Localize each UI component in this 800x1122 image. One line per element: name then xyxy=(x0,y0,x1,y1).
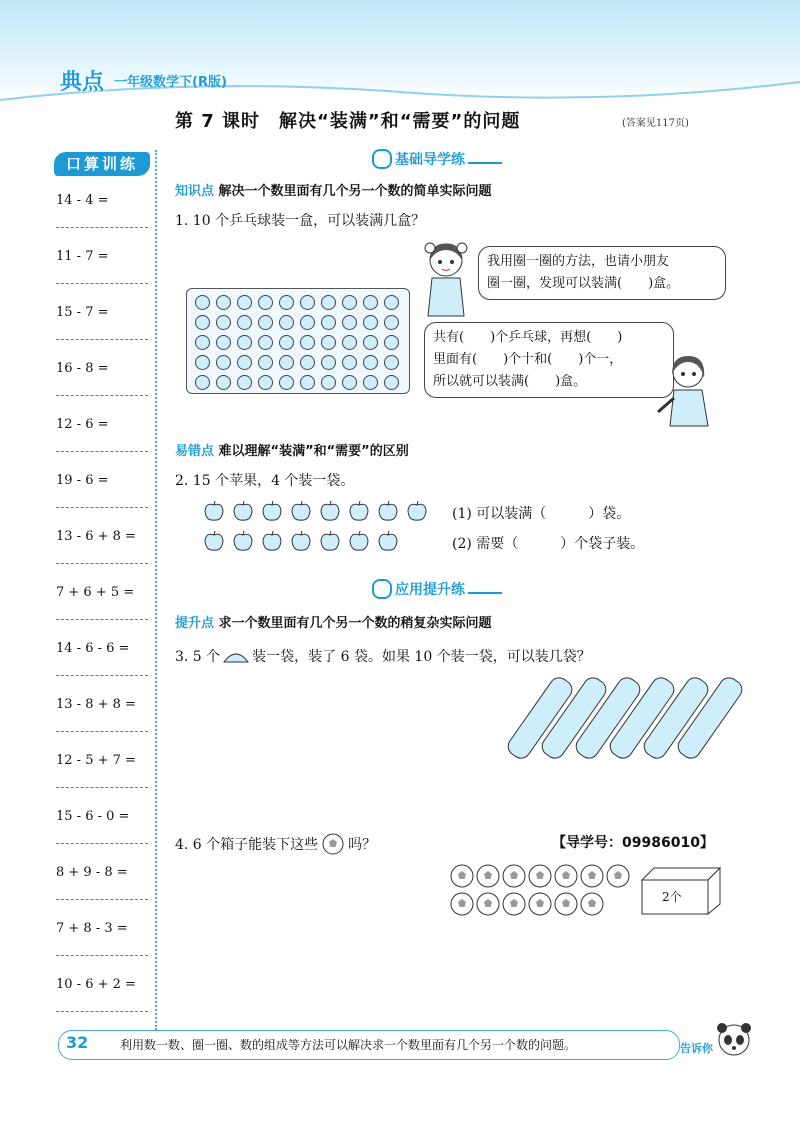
soccer-ball-icon xyxy=(476,864,500,888)
ping-pong-ball-icon xyxy=(342,355,357,370)
section-banner-basic xyxy=(372,148,502,170)
banner-text: 基础导学练 xyxy=(395,152,465,168)
bubble-2-line-2: 里面有( )个十和( )个一， xyxy=(433,352,623,367)
girl-figure-icon xyxy=(418,238,474,318)
improvement-point-text: 求一个数里面有几个另一个数的稍复杂实际问题 xyxy=(218,616,492,631)
exercise-item xyxy=(56,529,148,585)
ping-pong-ball-icon xyxy=(384,315,399,330)
question-2-part-1: (1) 可以装满（ ）袋。 xyxy=(452,506,631,522)
soccer-ball-icon xyxy=(580,864,604,888)
dumpling-icon xyxy=(222,646,250,666)
soccer-ball-icon xyxy=(606,864,630,888)
apple-icon xyxy=(319,500,341,522)
soccer-ball-icon xyxy=(321,832,345,856)
ping-pong-ball-icon xyxy=(279,335,294,350)
ping-pong-ball-icon xyxy=(195,335,210,350)
girl-figure-2-icon xyxy=(656,352,716,428)
exercise-item xyxy=(56,585,148,641)
answer-line[interactable] xyxy=(56,675,148,676)
tip-text: 利用数一数、圈一圈、数的组成等方法可以解决求一个数里面有几个另一个数的问题。 xyxy=(120,1038,577,1052)
apple-icon xyxy=(406,500,428,522)
bubble-2-line-3: 所以就可以装满( )盒。 xyxy=(433,374,587,389)
question-2: 2. 15 个苹果，4 个装一袋。 xyxy=(175,473,355,489)
exercise-text: 13 - 6 + 8 = xyxy=(56,529,136,544)
ping-pong-ball-icon xyxy=(363,335,378,350)
apple-icon xyxy=(319,530,341,552)
banner-text: 应用提升练 xyxy=(395,582,465,598)
answer-line[interactable] xyxy=(56,227,148,228)
bubble-1-line-2: 圈一圈，发现可以装满( )盒。 xyxy=(487,276,680,291)
apple-icon xyxy=(348,530,370,552)
ping-pong-ball-icon xyxy=(342,335,357,350)
ping-pong-ball-icon xyxy=(258,295,273,310)
improvement-point-tag xyxy=(175,612,492,631)
bubble-2-line-1: 共有( )个乒乓球，再想( ) xyxy=(433,330,623,345)
exercise-item xyxy=(56,921,148,977)
ping-pong-ball-icon xyxy=(363,355,378,370)
question-4-end: 吗？ xyxy=(348,837,377,853)
speech-bubble-1 xyxy=(478,246,726,300)
bubble-1-line-1: 我用圈一圈的方法，也请小朋友 xyxy=(487,254,670,269)
answer-line[interactable] xyxy=(56,619,148,620)
answer-line[interactable] xyxy=(56,899,148,900)
ping-pong-ball-icon xyxy=(237,355,252,370)
ping-pong-ball-icon xyxy=(363,295,378,310)
apple-icon xyxy=(261,530,283,552)
soccer-ball-icon xyxy=(528,892,552,916)
question-4-start: 4. 6 个箱子能装下这些 xyxy=(175,837,319,853)
question-3 xyxy=(175,646,591,666)
exercise-text: 8 + 9 - 8 = xyxy=(56,865,128,880)
ping-pong-ball-icon xyxy=(321,315,336,330)
apple-icon xyxy=(203,500,225,522)
ping-pong-ball-icon xyxy=(384,335,399,350)
answer-line[interactable] xyxy=(56,843,148,844)
answer-line[interactable] xyxy=(56,283,148,284)
exercise-item xyxy=(56,753,148,809)
answer-line[interactable] xyxy=(56,395,148,396)
ping-pong-ball-icon xyxy=(237,295,252,310)
speech-bubble-2 xyxy=(424,322,674,398)
ping-pong-ball-icon xyxy=(216,315,231,330)
banner-circle-icon xyxy=(372,149,392,169)
soccer-ball-icon xyxy=(528,864,552,888)
ping-pong-ball-icon xyxy=(258,315,273,330)
knowledge-point-label: 知识点 xyxy=(175,184,215,199)
answer-line[interactable] xyxy=(56,955,148,956)
answer-line[interactable] xyxy=(56,787,148,788)
page-footer xyxy=(58,1026,748,1060)
ping-pong-ball-icon xyxy=(258,355,273,370)
ping-pong-ball-icon xyxy=(195,295,210,310)
exercise-item xyxy=(56,641,148,697)
soccer-ball-icon xyxy=(580,892,604,916)
exercise-item xyxy=(56,249,148,305)
page-number: 32 xyxy=(66,1033,89,1052)
exercise-text: 7 + 6 + 5 = xyxy=(56,585,135,600)
ping-pong-ball-icon xyxy=(216,355,231,370)
exercise-item xyxy=(56,865,148,921)
lesson-title: 第 7 课时 解决“装满”和“需要”的问题 xyxy=(175,111,521,132)
apple-icon xyxy=(232,500,254,522)
exercise-item xyxy=(56,977,148,1033)
ping-pong-ball-icon xyxy=(195,355,210,370)
ping-pong-ball-icon xyxy=(363,315,378,330)
soccer-ball-icon xyxy=(502,892,526,916)
ping-pong-ball-icon xyxy=(258,335,273,350)
ping-pong-ball-icon xyxy=(342,295,357,310)
ping-pong-ball-icon xyxy=(195,315,210,330)
ping-pong-ball-icon xyxy=(279,315,294,330)
ping-pong-ball-icon xyxy=(321,295,336,310)
apple-icon xyxy=(377,530,399,552)
ping-pong-ball-icon xyxy=(300,335,315,350)
ping-pong-ball-icon xyxy=(384,295,399,310)
ping-pong-ball-icon xyxy=(300,315,315,330)
ping-pong-grid xyxy=(186,288,410,394)
apple-icon xyxy=(290,500,312,522)
ping-pong-ball-icon xyxy=(363,375,378,390)
exercise-text: 10 - 6 + 2 = xyxy=(56,977,136,992)
ping-pong-ball-icon xyxy=(279,295,294,310)
exercise-item xyxy=(56,697,148,753)
question-2-part-2: (2) 需要（ ）个袋子装。 xyxy=(452,536,645,552)
answer-line[interactable] xyxy=(56,563,148,564)
ping-pong-ball-icon xyxy=(195,375,210,390)
apple-icon xyxy=(261,500,283,522)
soccer-ball-icon xyxy=(450,864,474,888)
exercise-text: 7 + 8 - 3 = xyxy=(56,921,128,936)
exercise-item xyxy=(56,473,148,529)
ping-pong-ball-icon xyxy=(216,375,231,390)
exercise-text: 11 - 7 = xyxy=(56,249,109,264)
ping-pong-ball-icon xyxy=(300,375,315,390)
question-1: 1. 10 个乒乓球装一盒，可以装满几盒？ xyxy=(175,213,426,229)
ping-pong-ball-icon xyxy=(216,335,231,350)
ping-pong-ball-icon xyxy=(342,375,357,390)
exercise-text: 13 - 8 + 8 = xyxy=(56,697,136,712)
box-label: 2个 xyxy=(662,890,682,904)
exercise-item xyxy=(56,361,148,417)
mistake-point-tag xyxy=(175,440,409,459)
exercise-item xyxy=(56,305,148,361)
apple-icon xyxy=(377,500,399,522)
mental-math-title: 口算训练 xyxy=(54,152,150,176)
exercise-text: 14 - 6 - 6 = xyxy=(56,641,130,656)
exercise-text: 14 - 4 = xyxy=(56,193,109,208)
improvement-point-label: 提升点 xyxy=(175,616,215,631)
answer-line[interactable] xyxy=(56,507,148,508)
exercise-text: 12 - 6 = xyxy=(56,417,109,432)
ping-pong-ball-icon xyxy=(279,355,294,370)
knowledge-point-tag xyxy=(175,180,492,199)
exercise-item xyxy=(56,809,148,865)
mistake-point-label: 易错点 xyxy=(175,444,215,459)
answer-reference: (答案见117页) xyxy=(622,118,689,129)
ping-pong-ball-icon xyxy=(237,375,252,390)
exercise-item xyxy=(56,417,148,473)
ping-pong-ball-icon xyxy=(384,375,399,390)
banner-circle-icon xyxy=(372,579,392,599)
question-3-start: 3. 5 个 xyxy=(175,649,221,665)
apple-icon xyxy=(203,530,225,552)
knowledge-point-text: 解决一个数里面有几个另一个数的简单实际问题 xyxy=(218,184,492,199)
panda-mascot-icon xyxy=(716,1020,752,1060)
ping-pong-ball-icon xyxy=(384,355,399,370)
answer-line[interactable] xyxy=(56,731,148,732)
guide-number: 【导学号：09986010】 xyxy=(552,835,714,851)
exercise-text: 19 - 6 = xyxy=(56,473,109,488)
apple-icon xyxy=(232,530,254,552)
apple-icon xyxy=(348,500,370,522)
banner-underline xyxy=(468,162,502,164)
ping-pong-ball-icon xyxy=(237,335,252,350)
answer-line[interactable] xyxy=(56,1011,148,1012)
ping-pong-ball-icon xyxy=(300,295,315,310)
book-logo xyxy=(60,66,227,94)
ping-pong-ball-icon xyxy=(321,335,336,350)
answer-line[interactable] xyxy=(56,339,148,340)
exercise-text: 12 - 5 + 7 = xyxy=(56,753,136,768)
soccer-ball-icon xyxy=(450,892,474,916)
ping-pong-ball-icon xyxy=(258,375,273,390)
section-banner-applied xyxy=(372,578,502,600)
ping-pong-ball-icon xyxy=(237,315,252,330)
soccer-ball-icon xyxy=(554,892,578,916)
answer-line[interactable] xyxy=(56,451,148,452)
exercise-text: 15 - 7 = xyxy=(56,305,109,320)
soccer-ball-icon xyxy=(476,892,500,916)
ping-pong-ball-icon xyxy=(300,355,315,370)
logo-text: 典点 xyxy=(60,69,105,95)
soccer-ball-icon xyxy=(502,864,526,888)
ping-pong-ball-icon xyxy=(321,355,336,370)
exercise-text: 16 - 8 = xyxy=(56,361,109,376)
exercise-item xyxy=(56,193,148,249)
tell-you-label: 告诉你 xyxy=(680,1042,713,1055)
soccer-ball-icon xyxy=(554,864,578,888)
ping-pong-ball-icon xyxy=(279,375,294,390)
question-4 xyxy=(175,832,376,856)
exercise-text: 15 - 6 - 0 = xyxy=(56,809,130,824)
banner-underline xyxy=(468,592,502,594)
ping-pong-ball-icon xyxy=(321,375,336,390)
ping-pong-ball-icon xyxy=(342,315,357,330)
ping-pong-ball-icon xyxy=(216,295,231,310)
question-3-end: 装一袋，装了 6 袋。如果 10 个装一袋，可以装几袋？ xyxy=(252,649,591,665)
apple-icon xyxy=(290,530,312,552)
grade-label: 一年级数学下(R版) xyxy=(114,74,227,90)
mistake-point-text: 难以理解“装满”和“需要”的区别 xyxy=(218,444,409,459)
